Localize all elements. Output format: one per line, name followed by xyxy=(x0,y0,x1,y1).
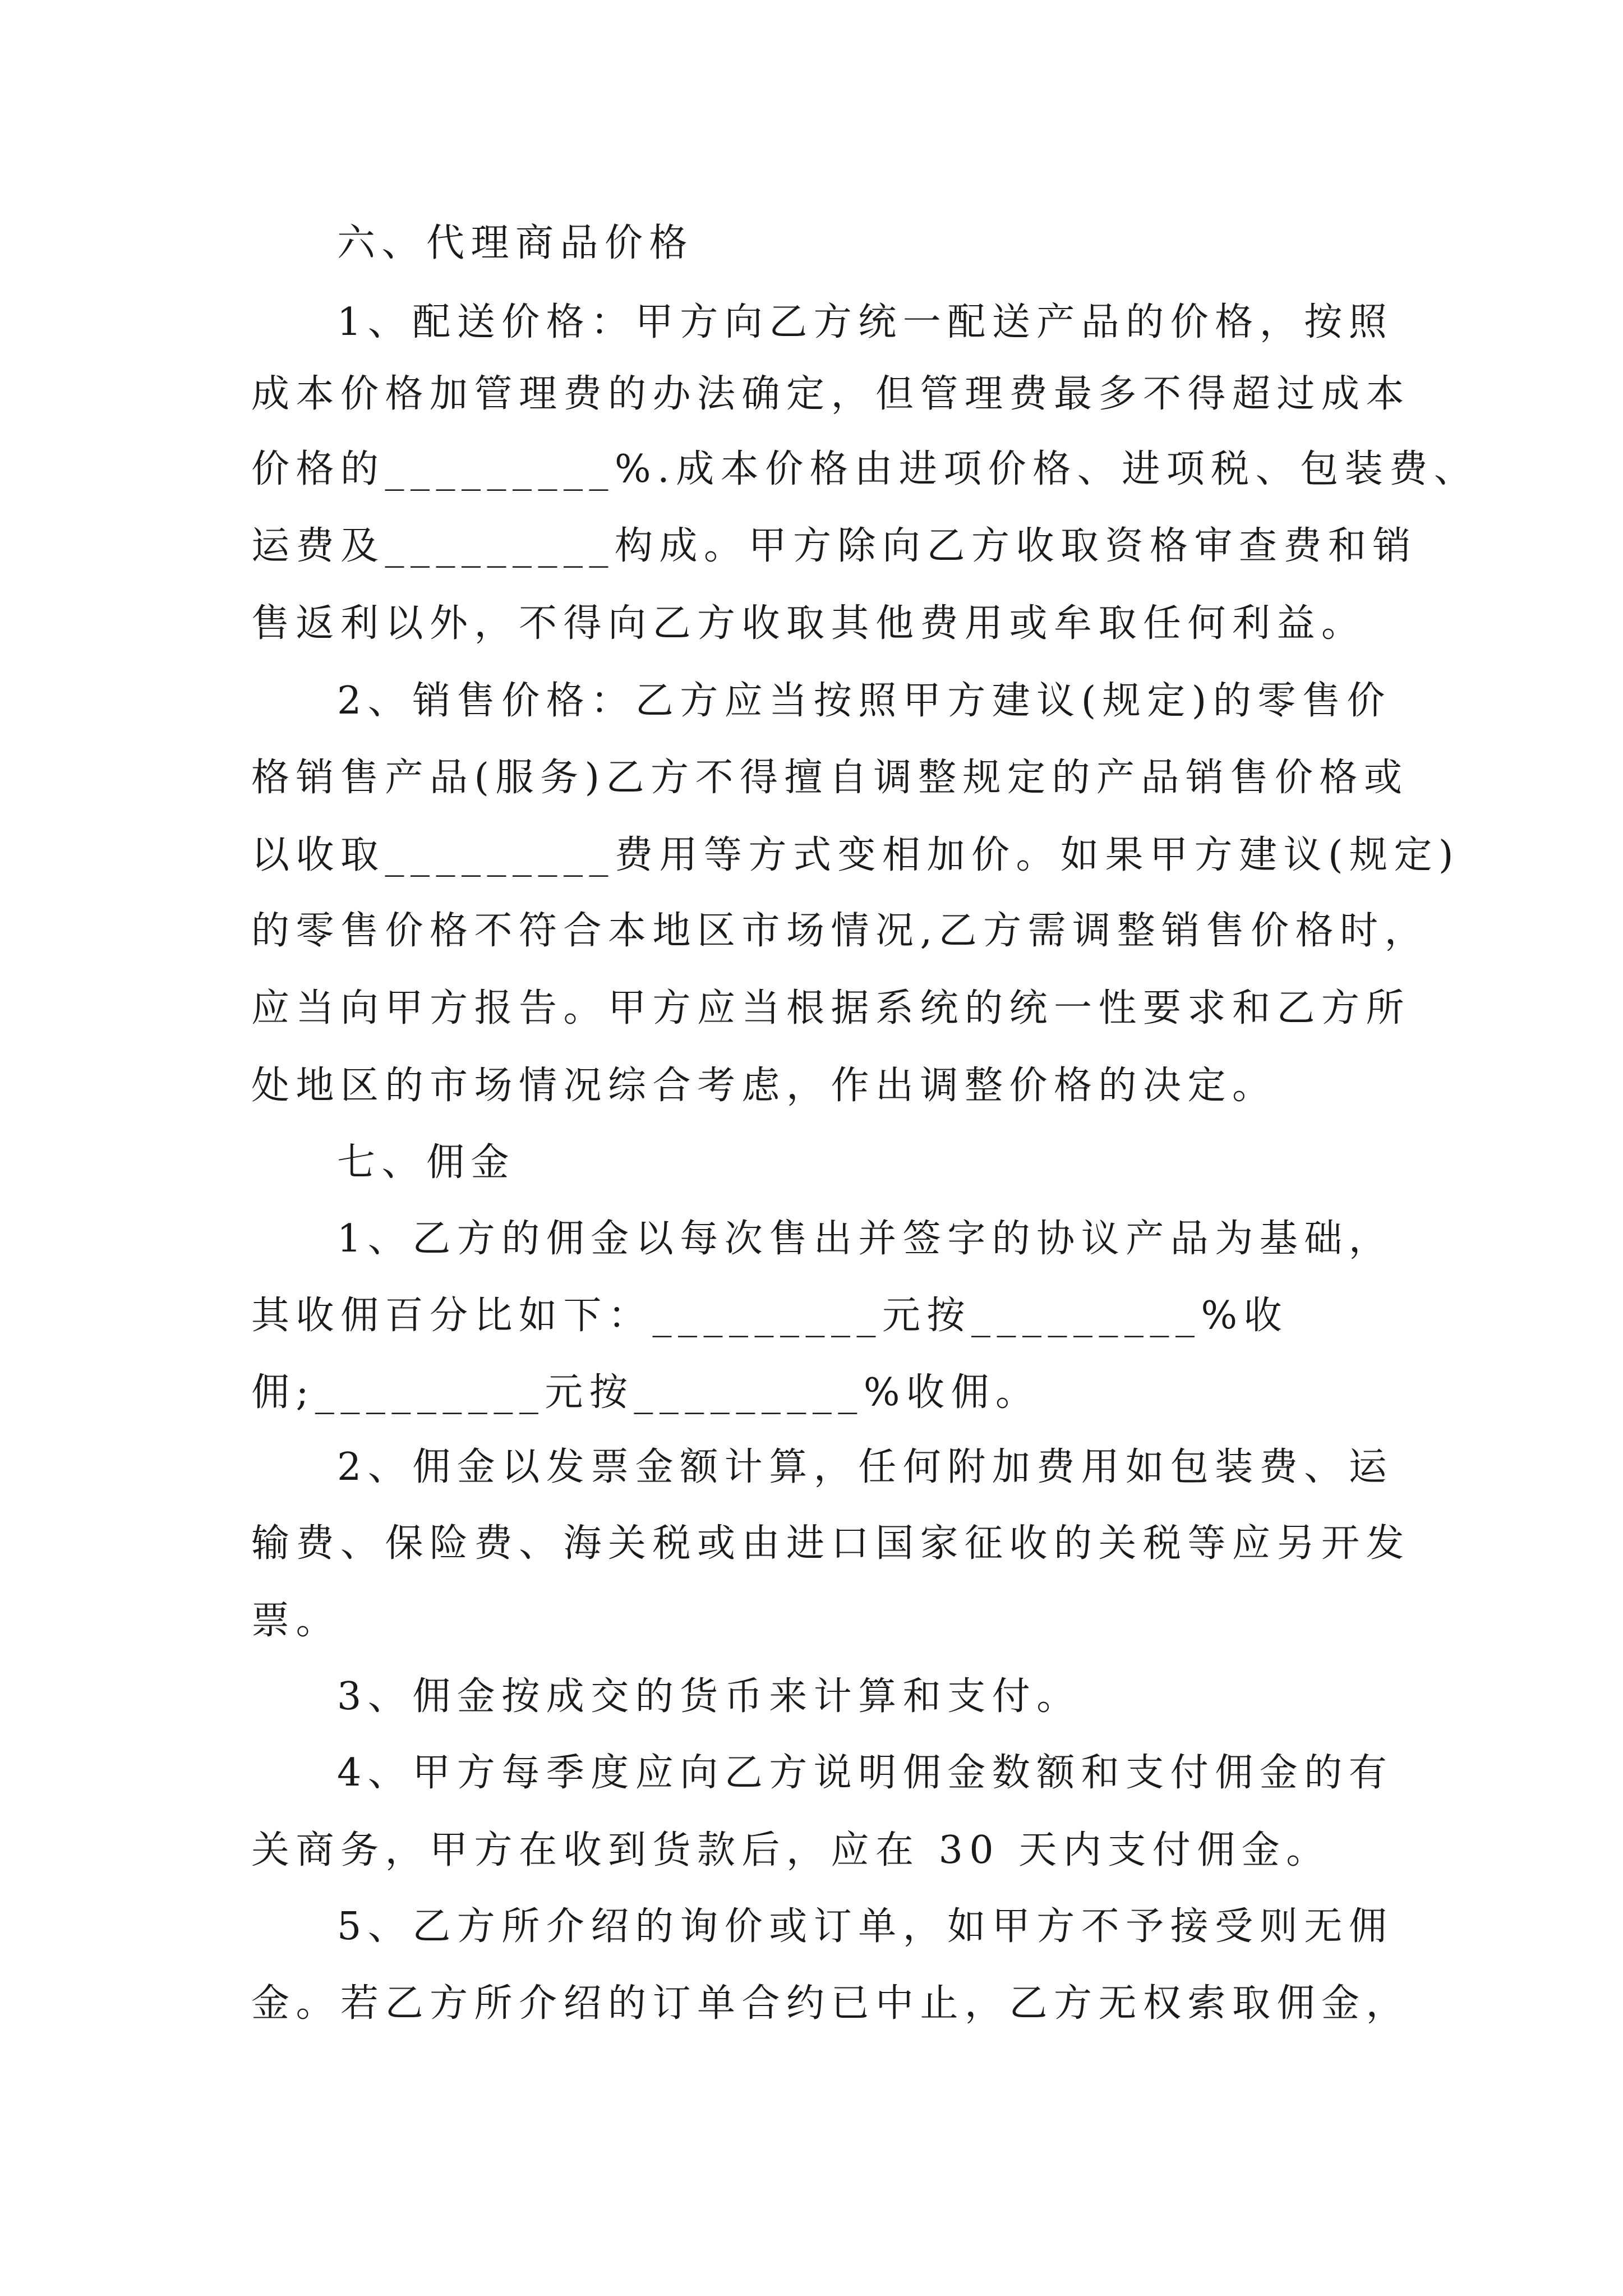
paragraph-line: 的零售价格不符合本地区市场情况,乙方需调整销售价格时， xyxy=(251,909,1430,953)
paragraph-line: 价格的_________%.成本价格由进项价格、进项税、包装费、 xyxy=(251,447,1479,491)
paragraph-line: 成本价格加管理费的办法确定，但管理费最多不得超过成本 xyxy=(251,372,1411,416)
paragraph-line: 1、配送价格：甲方向乙方统一配送产品的价格，按照 xyxy=(337,300,1394,344)
paragraph-line: 售返利以外，不得向乙方收取其他费用或牟取任何利益。 xyxy=(251,601,1366,646)
paragraph-line: 5、乙方所介绍的询价或订单，如甲方不予接受则无佣 xyxy=(337,1904,1394,1949)
section-heading-commission: 七、佣金 xyxy=(337,1140,516,1185)
paragraph-line: 格销售产品(服务)乙方不得擅自调整规定的产品销售价格或 xyxy=(251,756,1409,800)
paragraph-line: 金。若乙方所介绍的订单合约已中止，乙方无权索取佣金， xyxy=(251,1981,1411,2026)
paragraph-line: 3、佣金按成交的货币来计算和支付。 xyxy=(337,1674,1081,1719)
paragraph-line: 佣;_________元按_________%收佣。 xyxy=(251,1370,1040,1415)
paragraph-line: 运费及_________构成。甲方除向乙方收取资格审查费和销 xyxy=(251,524,1418,568)
paragraph-line: 4、甲方每季度应向乙方说明佣金数额和支付佣金的有 xyxy=(337,1751,1394,1795)
paragraph-line: 其收佣百分比如下：_________元按_________%收 xyxy=(251,1294,1289,1338)
paragraph-line: 以收取_________费用等方式变相加价。如果甲方建议(规定) xyxy=(251,833,1460,877)
paragraph-line: 2、销售价格：乙方应当按照甲方建议(规定)的零售价 xyxy=(337,679,1391,723)
paragraph-line: 1、乙方的佣金以每次售出并签字的协议产品为基础， xyxy=(337,1217,1394,1261)
paragraph-line: 关商务，甲方在收到货款后，应在 30 天内支付佣金。 xyxy=(251,1828,1331,1872)
paragraph-line: 票。 xyxy=(251,1599,341,1643)
paragraph-line: 应当向甲方报告。甲方应当根据系统的统一性要求和乙方所 xyxy=(251,986,1411,1030)
section-heading-price: 六、代理商品价格 xyxy=(337,221,694,265)
paragraph-line: 处地区的市场情况综合考虑，作出调整价格的决定。 xyxy=(251,1064,1277,1108)
paragraph-line: 2、佣金以发票金额计算，任何附加费用如包装费、运 xyxy=(337,1445,1394,1489)
paragraph-line: 输费、保险费、海关税或由进口国家征收的关税等应另开发 xyxy=(251,1521,1411,1566)
